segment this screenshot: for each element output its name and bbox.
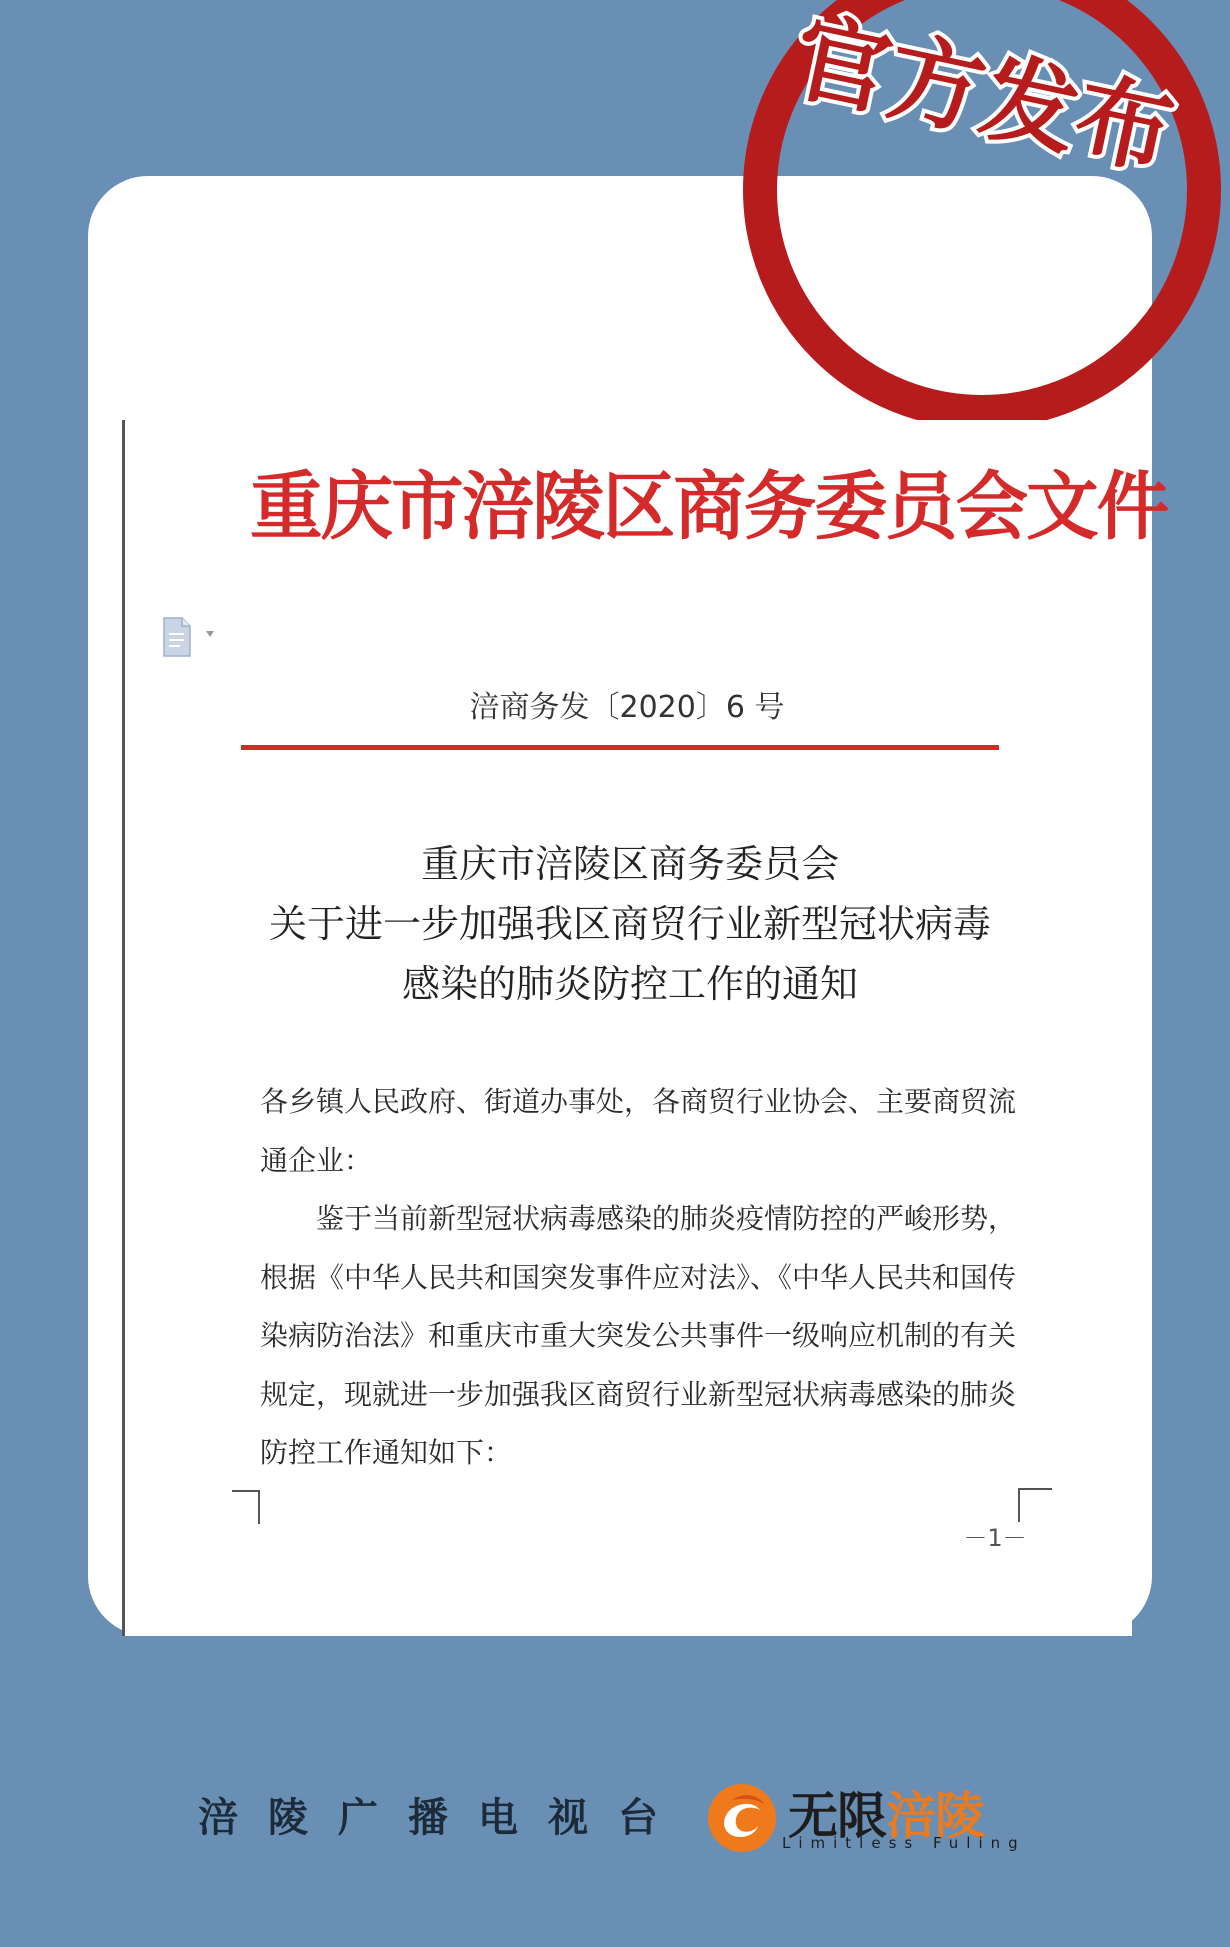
page-number: －1－: [963, 1524, 1027, 1552]
document-left-edge: [122, 420, 125, 1636]
body-line: 各乡镇人民政府、街道办事处，各商贸行业协会、主要商贸流: [260, 1085, 1017, 1118]
station-logo: [702, 1774, 1026, 1864]
body-line: 通企业：: [260, 1143, 373, 1177]
red-divider: [241, 745, 999, 750]
crop-mark-right: [1018, 1488, 1052, 1522]
logo-word-a: 无限: [788, 1787, 886, 1845]
swirl-logo-icon: [702, 1778, 782, 1858]
document-header: 重庆市涪陵区商务委员会文件: [250, 464, 1168, 550]
document-number: 涪商务发〔2020〕6 号: [469, 690, 785, 725]
body-line: 染病防治法》和重庆市重大突发公共事件一级响应机制的有关: [260, 1319, 1017, 1352]
stamp-text: 官方发布: [783, 0, 1183, 190]
logo-word-b: 涪陵: [886, 1787, 984, 1845]
body-line: 规定，现就进一步加强我区商贸行业新型冠状病毒感染的肺炎: [260, 1377, 1017, 1411]
station-name: 涪陵广播电视台: [198, 1795, 688, 1841]
title-line-1: 重庆市涪陵区商务委员会: [420, 842, 839, 886]
body-line: 根据《中华人民共和国突发事件应对法》、《中华人民共和国传: [260, 1260, 1017, 1294]
body-line: 鉴于当前新型冠状病毒感染的肺炎疫情防控的严峻形势，: [260, 1202, 1017, 1235]
document-body: [260, 1073, 1017, 1483]
title-line-2: 关于进一步加强我区商贸行业新型冠状病毒: [268, 902, 991, 946]
card-notch: [1134, 1630, 1164, 1650]
document-icon: [160, 612, 220, 662]
document-title: [200, 834, 1060, 1014]
title-line-3: 感染的肺炎防控工作的通知: [401, 962, 858, 1006]
logo-subtitle: Limitless Fuling: [782, 1834, 1026, 1852]
body-line: 防控工作通知如下：: [260, 1436, 513, 1469]
crop-mark-left: [232, 1490, 260, 1524]
official-release-stamp: [736, 0, 1226, 420]
